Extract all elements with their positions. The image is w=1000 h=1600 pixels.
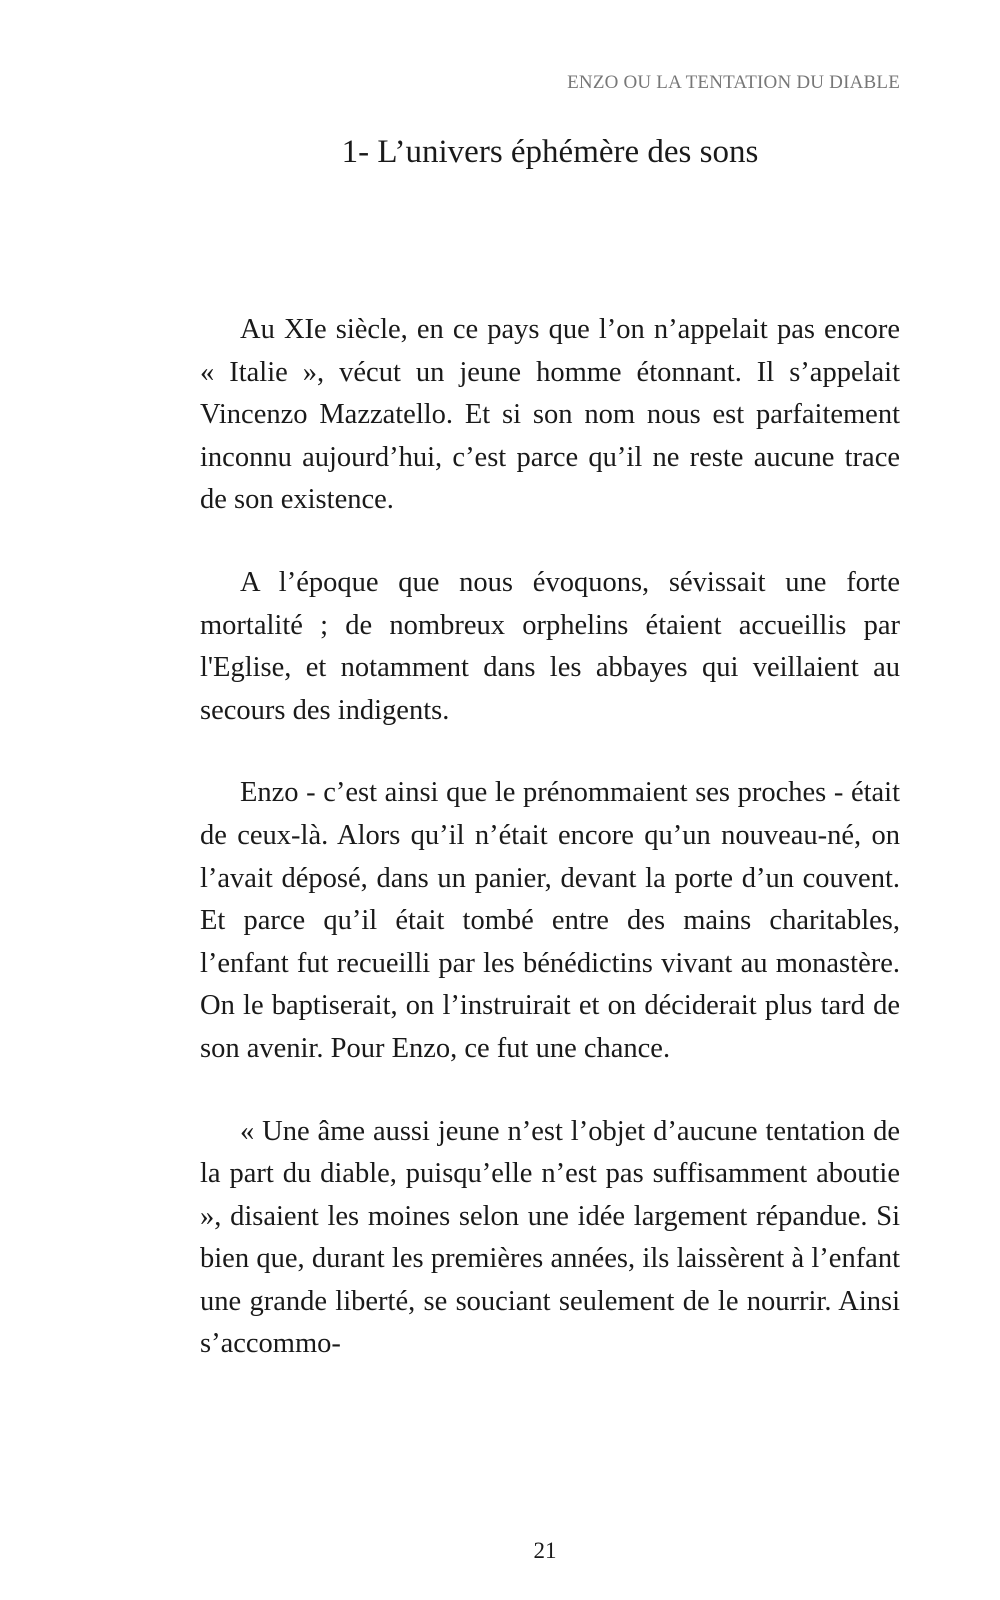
page-number: 21 [533, 1538, 557, 1563]
paragraph-2: A l’époque que nous évoquons, sévissait une forte mortalité ; de nombreux orphelins étaient accueillis par l'Eglise, et notamment dans les abbayes qui veillaient au secours des indigents. [200, 566, 900, 726]
running-header: ENZO OU LA TENTATION DU DIABLE [567, 72, 900, 93]
paragraph-3: Enzo - c’est ainsi que le prénommaient ses proches - était de ceux-là. Alors qu’il n’était encore qu’un nouveau-né, on l’avait déposé, dans un panier, devant la porte d’un couvent. Et parce qu’il était tombé entre des mains charitables, l’enfant fut recueilli par les bénédictins vivant au monastère. On le baptiserait, on l’instruirait et on déciderait plus tard de son avenir. Pour Enzo, ce fut une chance. [200, 777, 900, 1064]
paragraph-1: Au XIe siècle, en ce pays que l’on n’appelait pas encore « Italie », vécut un jeune homme étonnant. Il s’appelait Vincenzo Mazzatello. Et si son nom nous est parfaitement inconnu aujourd’hui, c’est parce qu’il ne reste aucune trace de son existence. [200, 314, 900, 516]
chapter-title: 1- L’univers éphémère des sons [341, 134, 759, 170]
body-text [200, 309, 900, 1406]
paragraph-4: « Une âme aussi jeune n’est l’objet d’aucune tentation de la part du diable, puisqu’elle n’est pas suffisamment aboutie », disaient les moines selon une idée largement répandue. Si bien que, durant les premières années, ils laissèrent à l’enfant une grande liberté, se souciant seulement de le nourrir. Ainsi s’accommo- [200, 1115, 900, 1360]
